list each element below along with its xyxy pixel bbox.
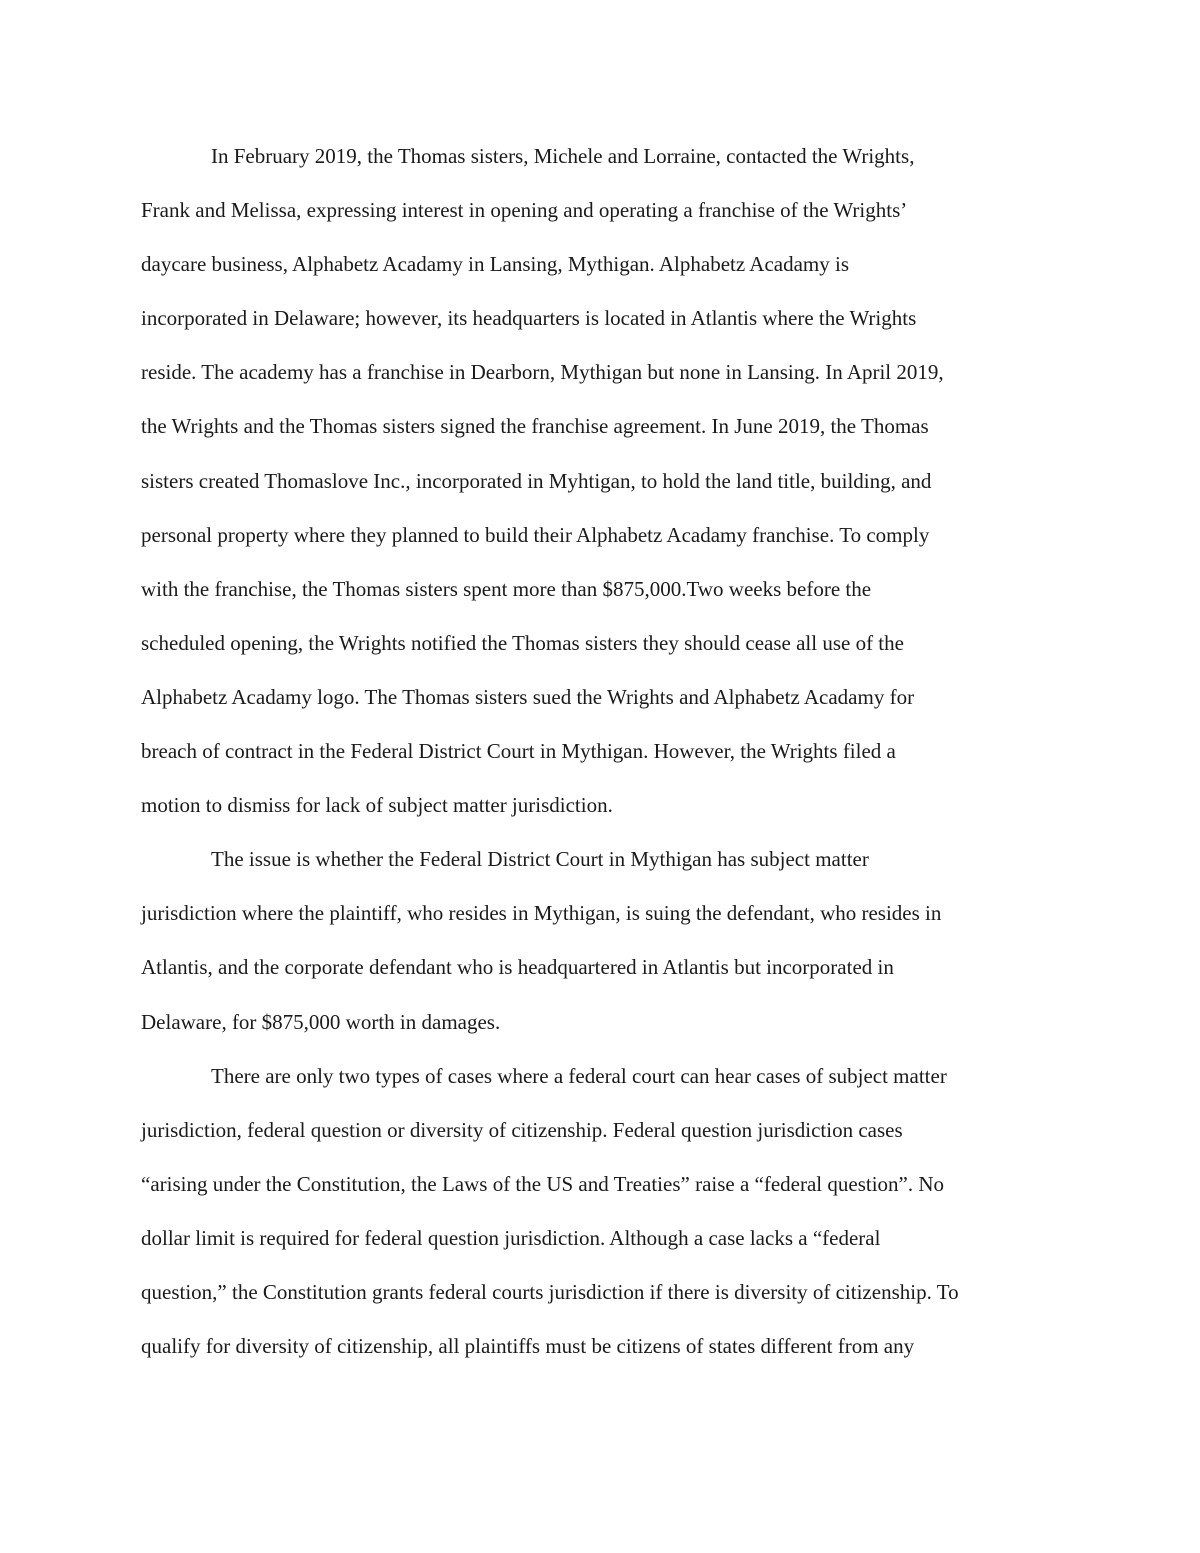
paragraph-line: breach of contract in the Federal District Court in Mythigan. However, the Wrights filed a: [141, 739, 896, 764]
paragraph-line: Atlantis, and the corporate defendant who is headquartered in Atlantis but incorporated in: [141, 955, 894, 980]
paragraph-line: question,” the Constitution grants federal courts jurisdiction if there is diversity of citizenship. To: [141, 1279, 959, 1304]
paragraph-line: scheduled opening, the Wrights notified the Thomas sisters they should cease all use of the: [141, 630, 904, 655]
paragraph-line: personal property where they planned to build their Alphabetz Acadamy franchise. To comply: [141, 522, 930, 547]
paragraph-line: “arising under the Constitution, the Laws of the US and Treaties” raise a “federal question”. No: [141, 1171, 945, 1196]
paragraph-line: the Wrights and the Thomas sisters signed the franchise agreement. In June 2019, the Thomas: [141, 414, 929, 439]
paragraph-line: daycare business, Alphabetz Acadamy in Lansing, Mythigan. Alphabetz Acadamy is: [141, 252, 849, 277]
paragraph-line: sisters created Thomaslove Inc., incorporated in Myhtigan, to hold the land title, building, and: [141, 468, 932, 493]
paragraph-line: qualify for diversity of citizenship, all plaintiffs must be citizens of states different from any: [141, 1334, 915, 1359]
paragraph-rule: [141, 1058, 1063, 1383]
paragraph-line: incorporated in Delaware; however, its headquarters is located in Atlantis where the Wrights: [141, 306, 917, 331]
paragraph-line: In February 2019, the Thomas sisters, Michele and Lorraine, contacted the Wrights,: [211, 144, 915, 168]
paragraph-line: reside. The academy has a franchise in Dearborn, Mythigan but none in Lansing. In April 2019,: [141, 360, 944, 385]
paragraph-line: Alphabetz Acadamy logo. The Thomas sisters sued the Wrights and Alphabetz Acadamy for: [141, 684, 915, 709]
paragraph-line: jurisdiction where the plaintiff, who resides in Mythigan, is suing the defendant, who resides in: [141, 901, 942, 926]
paragraph-issue: [141, 841, 1063, 1057]
paragraph-line: with the franchise, the Thomas sisters spent more than $875,000.Two weeks before the: [141, 576, 872, 601]
paragraph-line: Frank and Melissa, expressing interest in opening and operating a franchise of the Wrights’: [141, 198, 908, 223]
paragraph-line: dollar limit is required for federal question jurisdiction. Although a case lacks a “federal: [141, 1225, 881, 1250]
paragraph-line: motion to dismiss for lack of subject matter jurisdiction.: [141, 793, 613, 818]
paragraph-line: jurisdiction, federal question or diversity of citizenship. Federal question jurisdiction cases: [141, 1117, 903, 1142]
paragraph-facts: [141, 138, 1063, 841]
paragraph-line: The issue is whether the Federal District Court in Mythigan has subject matter: [211, 847, 869, 872]
document-body: [141, 138, 1063, 1382]
paragraph-line: There are only two types of cases where a federal court can hear cases of subject matter: [211, 1063, 947, 1088]
paragraph-line: Delaware, for $875,000 worth in damages.: [141, 1009, 501, 1034]
